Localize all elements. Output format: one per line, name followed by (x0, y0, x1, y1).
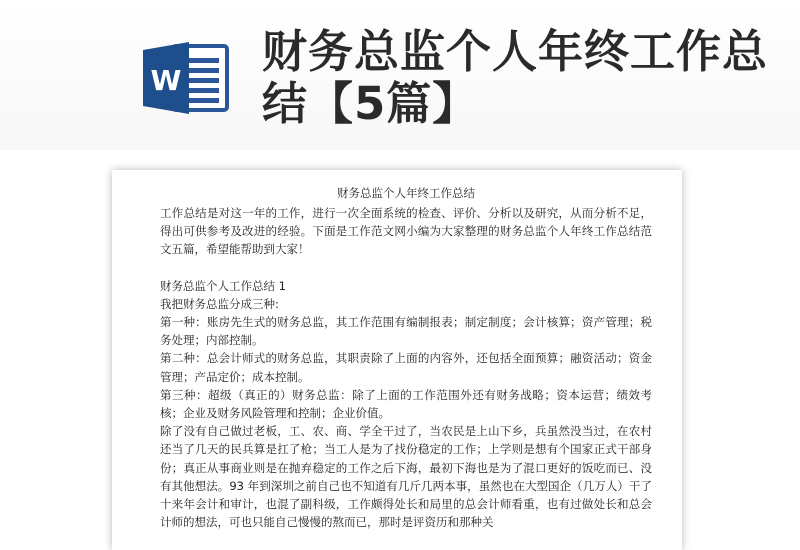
paragraph-type-2: 第二种：总会计师式的财务总监，其职责除了上面的内容外，还包括全面预算；融资活动；资金管理；产品定价；成本控制。 (160, 351, 652, 384)
paragraph-type-3: 第三种：超级（真正的）财务总监：除了上面的工作范围外还有财务战略；资本运营；绩效考核；企业及财务风险管理和控制；企业价值。 (160, 387, 652, 421)
document-page (112, 170, 682, 550)
document-heading: 财务总监个人年终工作总结 (337, 186, 475, 200)
blank-line (160, 259, 652, 277)
paragraph-type-1: 第一种：账房先生式的财务总监，其工作范围有编制报表；制定制度；会计核算；资产管理；税务处理；内部控制。 (160, 315, 652, 348)
paragraph-story: 除了没有自己做过老板，工、农、商、学全干过了，当农民是上山下乡，兵虽然没当过，在农村还当了几天的民兵算是扛了枪；当工人是为了找份稳定的工作；上学则是想有个国家正式干部身份；真正从事商业则是在抛弃稳定的工作之后下海，最初下海也是为了混口更好的饭吃而已、没有其他想法。93 年到深圳之前自己也不知道有几斤几两本事，虽然也在大型国企（几万人）干了十来年会计和审计，也混了副科级，工作颇得处长和局里的总会计师看重，也有过做处长和总会计师的想法，可也只能自己慢慢的熬而已，那时是评资历和那种关 (160, 424, 652, 530)
paragraph-intro: 工作总结是对这一年的工作，进行一次全面系统的检查、评价、分析以及研究，从而分析不足，得出可供参考及改进的经验。下面是工作范文网小编为大家整理的财务总监个人年终工作总结范文五篇，希望能帮助到大家！ (160, 206, 652, 257)
paragraph: 我把财务总监分成三种: (160, 296, 279, 311)
banner (0, 0, 800, 150)
word-doc-icon (143, 40, 231, 116)
page-title: 财务总监个人年终工作总结【5篇】 (262, 25, 769, 130)
word-letter: W (150, 64, 182, 97)
section-title: 财务总监个人工作总结 1 (160, 278, 286, 293)
